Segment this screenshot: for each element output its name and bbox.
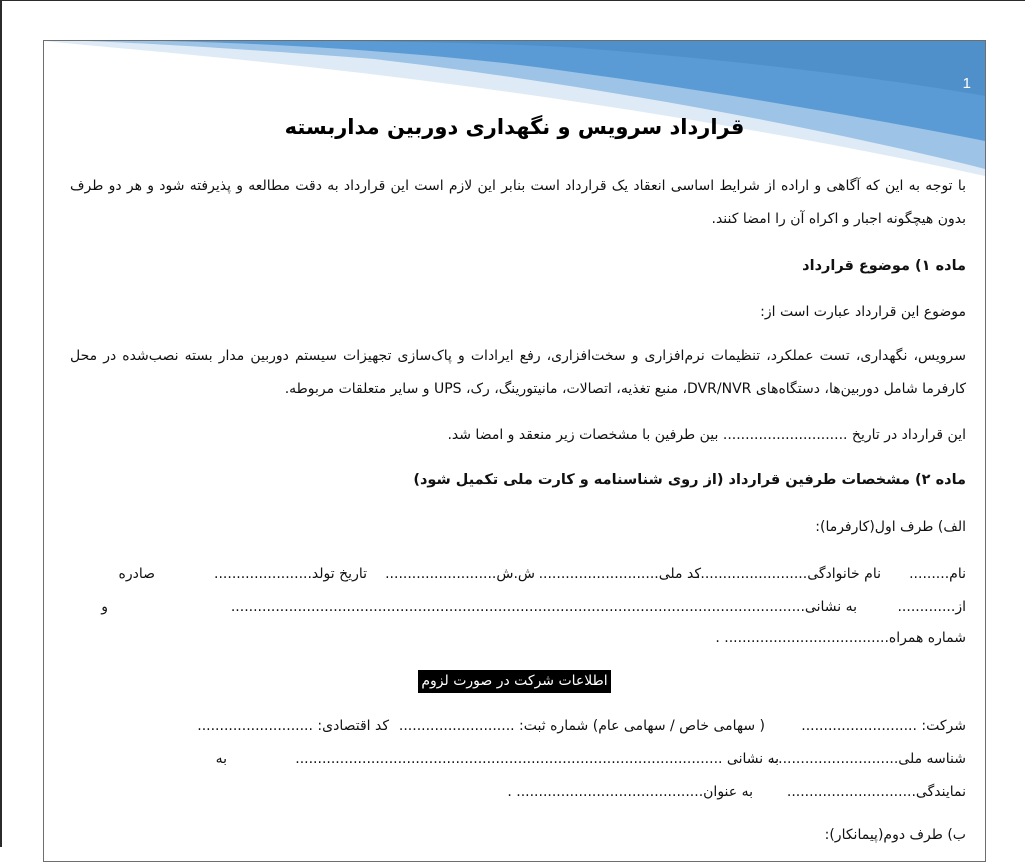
- document-title: قرارداد سرویس و نگهداری دوربین مداربسته: [284, 115, 745, 139]
- party-a-birth-date-field[interactable]: تاریخ تولد......................: [214, 566, 367, 582]
- party-a-name-field[interactable]: نام.........: [909, 566, 966, 582]
- window-top-edge: [0, 0, 1025, 1]
- article1-heading: ماده ۱) موضوع قرارداد: [802, 258, 966, 274]
- company-type-registration-field[interactable]: ( سهامی خاص / سهامی عام) شماره ثبت: ..........................: [398, 718, 765, 734]
- document-page: [43, 40, 986, 862]
- page-number: 1: [962, 75, 971, 92]
- party-b-heading: ب) طرف دوم(پیمانکار):: [824, 827, 966, 843]
- party-a-from-field[interactable]: از.............: [897, 599, 966, 615]
- company-name-field[interactable]: شرکت: ..........................: [801, 718, 966, 734]
- party-a-mobile-field[interactable]: شماره همراه..................................... .: [715, 630, 966, 646]
- intro-line-2: بدون هیچگونه اجبار و اکراه آن را امضا کنند.: [711, 211, 966, 227]
- company-info-badge: اطلاعات شرکت در صورت لزوم: [418, 670, 610, 693]
- party-a-address-field[interactable]: به نشانی.................................................................................................................................: [230, 599, 857, 615]
- party-a-and-label: و: [101, 599, 108, 615]
- company-address-field[interactable]: به نشانی ................................................................................................: [295, 751, 779, 767]
- article2-heading: ماده ۲) مشخصات طرفین قرارداد (از روی شناسنامه و کارت ملی تکمیل شود): [413, 472, 966, 488]
- company-representative-field[interactable]: نمایندگی.............................: [786, 784, 966, 800]
- party-a-heading: الف) طرف اول(کارفرما):: [815, 519, 966, 535]
- company-economic-code-field[interactable]: کد اقتصادی: ..........................: [197, 718, 389, 734]
- article1-body-line-1: سرویس، نگهداری، تست عملکرد، تنظیمات نرم‌افزاری و سخت‌افزاری، رفع ایرادات و پاک‌سازی تجهیزات سیستم دوربین مدار بسته نصب‌شده در محل: [70, 348, 966, 364]
- intro-line-1: با توجه به این که آگاهی و اراده از شرایط اساسی انعقاد یک قرارداد است بنابر این لازم است این قرارداد به دقت مطالعه و پذیرفته شود و هر دو طرف: [70, 178, 966, 194]
- party-a-national-code-field[interactable]: کد ملی...........................: [538, 566, 701, 582]
- article1-intro: موضوع این قرارداد عبارت است از:: [760, 304, 966, 320]
- company-title-field[interactable]: به عنوان.......................................... .: [507, 784, 753, 800]
- article1-date-line: این قرارداد در تاریخ ............................ بین طرفین با مشخصات زیر منعقد و امضا شد.: [447, 427, 966, 443]
- party-a-family-field[interactable]: نام خانوادگی.........................: [695, 566, 881, 582]
- party-a-id-number-field[interactable]: ش.ش.........................: [385, 566, 535, 582]
- company-badge-wrapper: [44, 670, 985, 693]
- party-a-issued-label: صادره: [118, 566, 155, 582]
- company-national-id-field[interactable]: شناسه ملی.............................: [769, 751, 966, 767]
- window-left-edge: [0, 0, 2, 847]
- article1-body-line-2: کارفرما شامل دوربین‌ها، دستگاه‌های DVR/NVR، منبع تغذیه، اتصالات، مانیتورینگ، رک، UPS و سایر متعلقات مربوطه.: [284, 381, 966, 397]
- company-to-label: به: [215, 751, 227, 767]
